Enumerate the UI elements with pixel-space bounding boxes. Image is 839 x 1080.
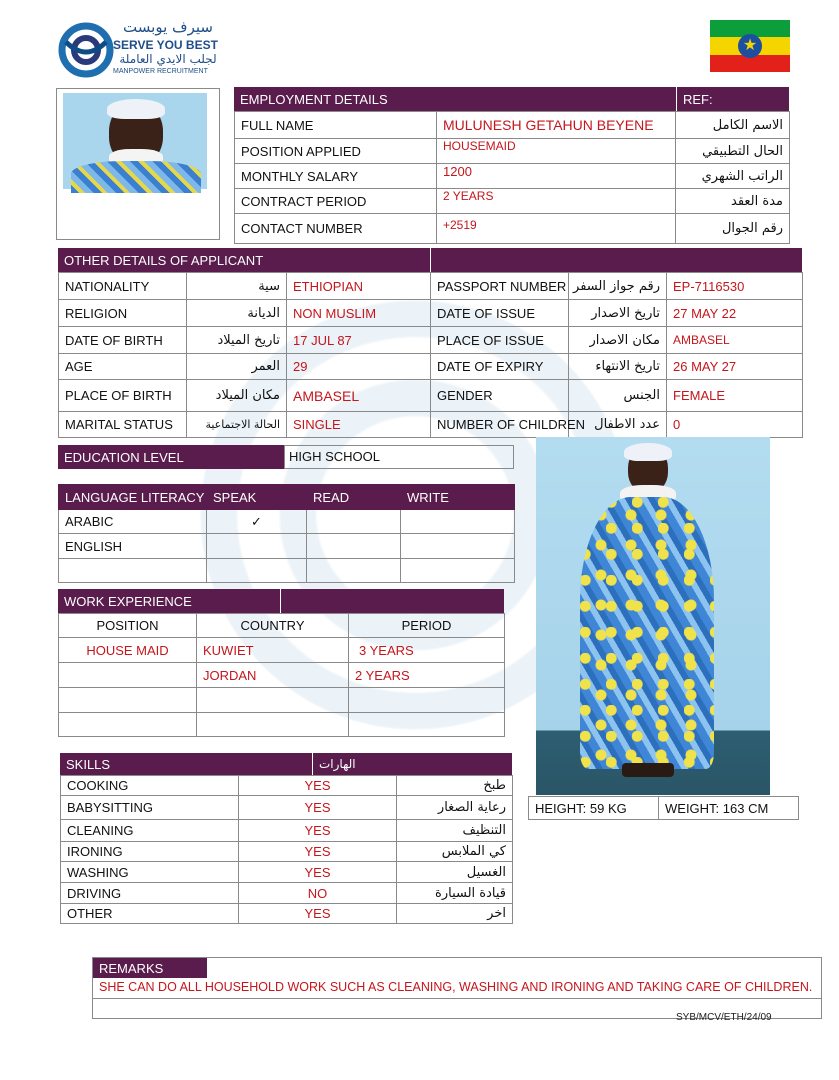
other-details-row [59, 380, 803, 412]
employment-row [235, 164, 790, 189]
full-body-photo-frame [528, 437, 798, 817]
document-code: SYB/MCV/ETH/24/09 [676, 1012, 772, 1023]
speak-cell [207, 559, 307, 583]
skill-name: OTHER [61, 904, 239, 924]
employment-arabic-label: مدة العقد [676, 189, 790, 214]
education-label: EDUCATION LEVEL [58, 445, 284, 469]
skill-arabic-name: قيادة السيارة [397, 883, 513, 904]
skill-arabic-name: الغسيل [397, 862, 513, 883]
skill-arabic-name: رعاية الصغار [397, 796, 513, 820]
company-logo [58, 20, 228, 82]
skill-row [61, 796, 513, 820]
detail-arabic-label: تاريخ الاصدار [569, 300, 667, 327]
detail-arabic-label: العمر [187, 354, 287, 380]
detail-value: 26 MAY 27 [667, 354, 803, 380]
skill-name: BABYSITTING [61, 796, 239, 820]
write-cell [401, 510, 515, 534]
skill-row [61, 842, 513, 862]
work-row [59, 663, 505, 688]
skill-row [61, 883, 513, 904]
skill-row [61, 904, 513, 924]
remarks-text: SHE CAN DO ALL HOUSEHOLD WORK SUCH AS CLEANING, WASHING AND IRONING AND TAKING CARE OF CHILDREN. [99, 980, 813, 994]
work-country: JORDAN [197, 663, 349, 688]
skill-name: DRIVING [61, 883, 239, 904]
skills-header: SKILLS [60, 753, 312, 775]
other-details-row [59, 327, 803, 354]
speak-cell [207, 534, 307, 559]
detail-label: PLACE OF ISSUE [431, 327, 569, 354]
detail-label: DATE OF ISSUE [431, 300, 569, 327]
detail-arabic-label: الجنس [569, 380, 667, 412]
skill-value: YES [239, 862, 397, 883]
read-cell [307, 534, 401, 559]
flag-star-icon: ★ [738, 34, 762, 58]
work-experience-table [58, 613, 505, 737]
language-header: LANGUAGE LITERACY [59, 485, 207, 510]
employment-label: MONTHLY SALARY [235, 164, 437, 189]
employment-arabic-label: الراتب الشهري [676, 164, 790, 189]
portrait-photo [63, 93, 207, 189]
work-row [59, 638, 505, 663]
detail-label: DATE OF BIRTH [59, 327, 187, 354]
employment-row [235, 112, 790, 139]
detail-value: AMBASEL [287, 380, 431, 412]
employment-label: POSITION APPLIED [235, 139, 437, 164]
skill-value: YES [239, 820, 397, 842]
logo-tagline: MANPOWER RECRUITMENT [113, 68, 208, 75]
skill-name: IRONING [61, 842, 239, 862]
work-period [349, 688, 505, 713]
height-value: HEIGHT: 59 KG [529, 797, 659, 820]
country-column-header: COUNTRY [197, 614, 349, 638]
work-position [59, 688, 197, 713]
logo-arabic-tagline: لجلب الايدي العاملة [119, 52, 217, 66]
employment-label: CONTACT NUMBER [235, 214, 437, 244]
detail-arabic-label: تاريخ الانتهاء [569, 354, 667, 380]
write-header: WRITE [401, 485, 515, 510]
ref-label: REF: [676, 87, 789, 111]
work-experience-header: WORK EXPERIENCE [58, 589, 280, 613]
detail-value: EP-7116530 [667, 273, 803, 300]
work-position [59, 663, 197, 688]
remarks-header: REMARKS [93, 958, 207, 978]
other-details-header: OTHER DETAILS OF APPLICANT [58, 248, 430, 272]
work-experience-header-right [280, 589, 504, 613]
employment-header: EMPLOYMENT DETAILS [234, 87, 676, 111]
write-cell [401, 534, 515, 559]
work-position: HOUSE MAID [59, 638, 197, 663]
detail-arabic-label: مكان الاصدار [569, 327, 667, 354]
weight-value: WEIGHT: 163 CM [659, 797, 799, 820]
skill-value: YES [239, 842, 397, 862]
detail-label: NATIONALITY [59, 273, 187, 300]
employment-value: 2 YEARS [437, 189, 676, 214]
work-country [197, 688, 349, 713]
detail-arabic-label: مكان الميلاد [187, 380, 287, 412]
skill-arabic-name: اخر [397, 904, 513, 924]
employment-arabic-label: الحال التطبيقي [676, 139, 790, 164]
detail-label: AGE [59, 354, 187, 380]
logo-name: SERVE YOU BEST [113, 38, 218, 52]
skill-arabic-name: كي الملابس [397, 842, 513, 862]
employment-row [235, 139, 790, 164]
detail-value: 0 [667, 412, 803, 438]
remarks-divider [92, 998, 822, 999]
skill-value: YES [239, 904, 397, 924]
detail-arabic-label: الحالة الاجتماعية [187, 412, 287, 438]
employment-label: CONTRACT PERIOD [235, 189, 437, 214]
employment-value: +2519 [437, 214, 676, 244]
detail-arabic-label: عدد الاطفال [569, 412, 667, 438]
detail-label: DATE OF EXPIRY [431, 354, 569, 380]
detail-label: NUMBER OF CHILDREN [431, 412, 569, 438]
full-body-photo [536, 437, 770, 795]
speak-header: SPEAK [207, 485, 307, 510]
detail-arabic-label: الديانة [187, 300, 287, 327]
employment-value: 1200 [437, 164, 676, 189]
other-details-table [58, 272, 803, 438]
education-value: HIGH SCHOOL [284, 445, 514, 469]
work-row [59, 713, 505, 737]
read-header: READ [307, 485, 401, 510]
other-details-row [59, 412, 803, 438]
detail-value: ETHIOPIAN [287, 273, 431, 300]
ethiopia-flag-icon [710, 20, 790, 72]
detail-value: FEMALE [667, 380, 803, 412]
skill-arabic-name: التنظيف [397, 820, 513, 842]
detail-label: MARITAL STATUS [59, 412, 187, 438]
detail-label: PLACE OF BIRTH [59, 380, 187, 412]
language-name: ARABIC [59, 510, 207, 534]
other-details-row [59, 300, 803, 327]
read-cell [307, 559, 401, 583]
language-name [59, 559, 207, 583]
detail-label: GENDER [431, 380, 569, 412]
employment-arabic-label: الاسم الكامل [676, 112, 790, 139]
work-position [59, 713, 197, 737]
skill-value: YES [239, 776, 397, 796]
detail-value: SINGLE [287, 412, 431, 438]
work-country: KUWIET [197, 638, 349, 663]
detail-value: NON MUSLIM [287, 300, 431, 327]
employment-value: MULUNESH GETAHUN BEYENE [437, 112, 676, 139]
detail-value: 27 MAY 22 [667, 300, 803, 327]
language-name: ENGLISH [59, 534, 207, 559]
skill-row [61, 776, 513, 796]
detail-arabic-label: سية [187, 273, 287, 300]
skill-name: WASHING [61, 862, 239, 883]
work-period [349, 713, 505, 737]
position-column-header: POSITION [59, 614, 197, 638]
detail-arabic-label: تاريخ الميلاد [187, 327, 287, 354]
detail-value: 17 JUL 87 [287, 327, 431, 354]
language-row [59, 510, 515, 534]
skills-arabic-header: الهارات [312, 753, 512, 775]
detail-label: RELIGION [59, 300, 187, 327]
skill-arabic-name: طبخ [397, 776, 513, 796]
measurements-table [528, 796, 799, 820]
other-details-header-right [430, 248, 802, 272]
skill-row [61, 862, 513, 883]
detail-value: AMBASEL [667, 327, 803, 354]
period-column-header: PERIOD [349, 614, 505, 638]
other-details-row [59, 354, 803, 380]
skill-name: CLEANING [61, 820, 239, 842]
logo-arabic-name: سيرف يوبست [123, 18, 213, 36]
logo-mark-icon [58, 22, 114, 78]
work-row [59, 688, 505, 713]
language-header-row [59, 485, 515, 510]
detail-value: 29 [287, 354, 431, 380]
employment-row [235, 214, 790, 244]
portrait-photo-frame [56, 88, 220, 240]
language-table [58, 484, 515, 583]
skills-table [60, 775, 513, 924]
employment-row [235, 189, 790, 214]
work-country [197, 713, 349, 737]
speak-check-icon: ✓ [207, 510, 307, 534]
write-cell [401, 559, 515, 583]
employment-value: HOUSEMAID [437, 139, 676, 164]
language-row [59, 534, 515, 559]
skill-value: YES [239, 796, 397, 820]
employment-label: FULL NAME [235, 112, 437, 139]
other-details-row [59, 273, 803, 300]
work-period: 2 YEARS [349, 663, 505, 688]
skill-value: NO [239, 883, 397, 904]
employment-table [234, 111, 790, 244]
work-header-row [59, 614, 505, 638]
skill-row [61, 820, 513, 842]
language-row [59, 559, 515, 583]
detail-arabic-label: رقم جواز السفر [569, 273, 667, 300]
employment-arabic-label: رقم الجوال [676, 214, 790, 244]
work-period: 3 YEARS [349, 638, 505, 663]
skill-name: COOKING [61, 776, 239, 796]
read-cell [307, 510, 401, 534]
detail-label: PASSPORT NUMBER [431, 273, 569, 300]
